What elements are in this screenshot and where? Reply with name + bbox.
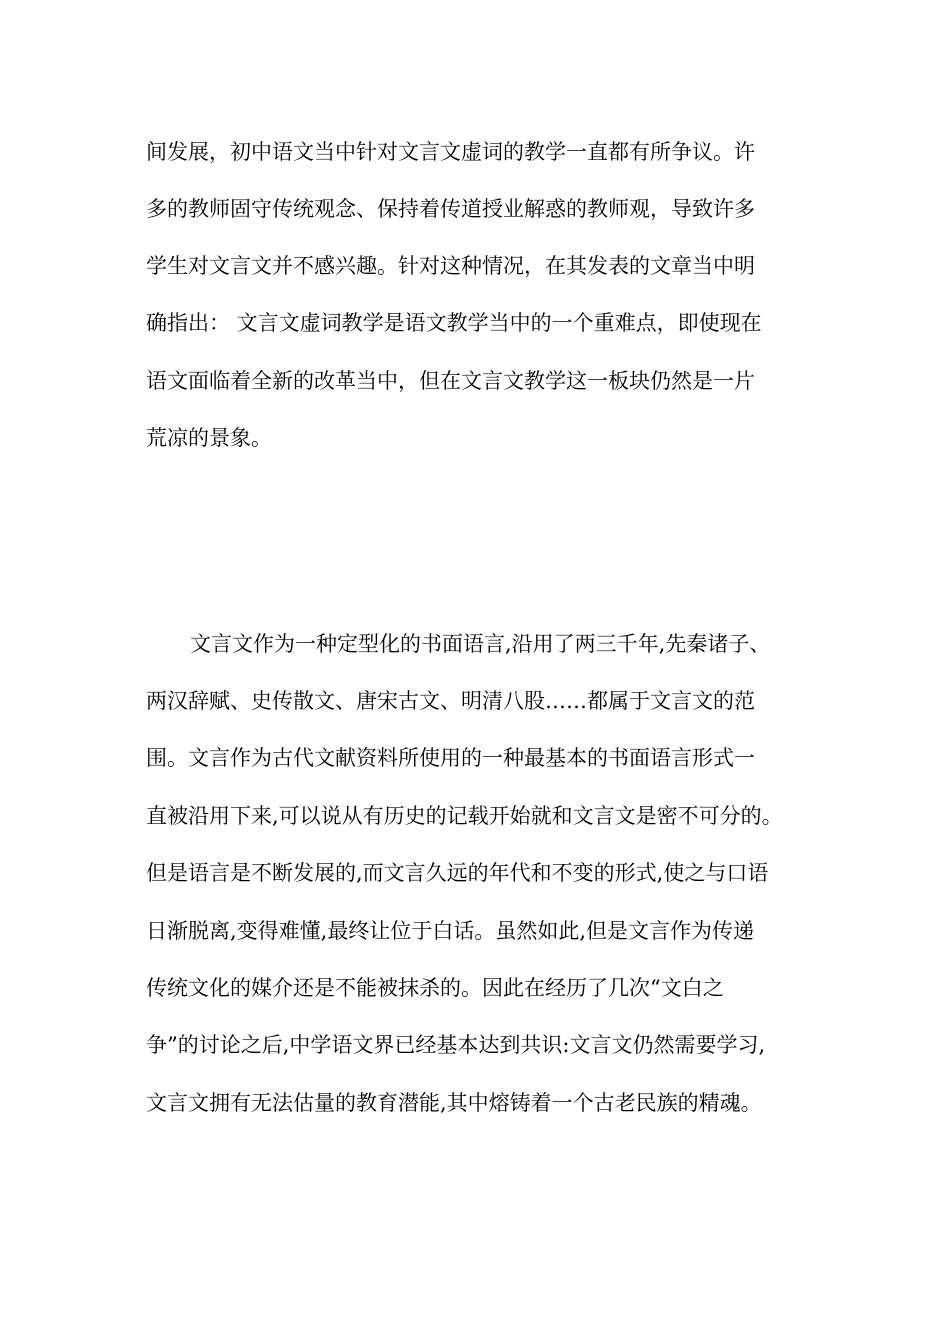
paragraph-line: 争”的讨论之后,中学语文界已经基本达到共识:文言文仍然需要学习, (146, 1033, 766, 1057)
paragraph-line: 围。文言作为古代文献资料所使用的一种最基本的书面语言形式一 (146, 746, 755, 770)
paragraph-line: 确指出： 文言文虚词教学是语文教学当中的一个重难点，即使现在 (146, 311, 762, 335)
paragraph-line: 日渐脱离,变得难懂,最终让位于白话。虽然如此,但是文言作为传递 (146, 919, 755, 943)
paragraph-line: 语文面临着全新的改革当中，但在文言文教学这一板块仍然是一片 (146, 369, 755, 393)
paragraph-line: 荒凉的景象。 (146, 426, 272, 450)
paragraph-line: 多的教师固守传统观念、保持着传道授业解惑的教师观，导致许多 (146, 197, 755, 221)
paragraph-line: 传统文化的媒介还是不能被抹杀的。因此在经历了几次“文白之 (146, 976, 724, 1000)
paragraph-line: 文言文作为一种定型化的书面语言,沿用了两三千年,先秦诸子、 (190, 632, 771, 656)
paragraph-line: 直被沿用下来,可以说从有历史的记载开始就和文言文是密不可分的。 (146, 804, 783, 828)
paragraph-line: 文言文拥有无法估量的教育潜能,其中熔铸着一个古老民族的精魂。 (146, 1091, 762, 1115)
paragraph-line: 但是语言是不断发展的,而文言久远的年代和不变的形式,使之与口语 (146, 861, 769, 885)
paragraph-line: 学生对文言文并不感兴趣。针对这种情况，在其发表的文章当中明 (146, 254, 755, 278)
paragraph-line: 两汉辞赋、史传散文、唐宋古文、明清八股……都属于文言文的范 (146, 689, 755, 713)
paragraph-line: 间发展，初中语文当中针对文言文虚词的教学一直都有所争议。许 (146, 140, 755, 164)
